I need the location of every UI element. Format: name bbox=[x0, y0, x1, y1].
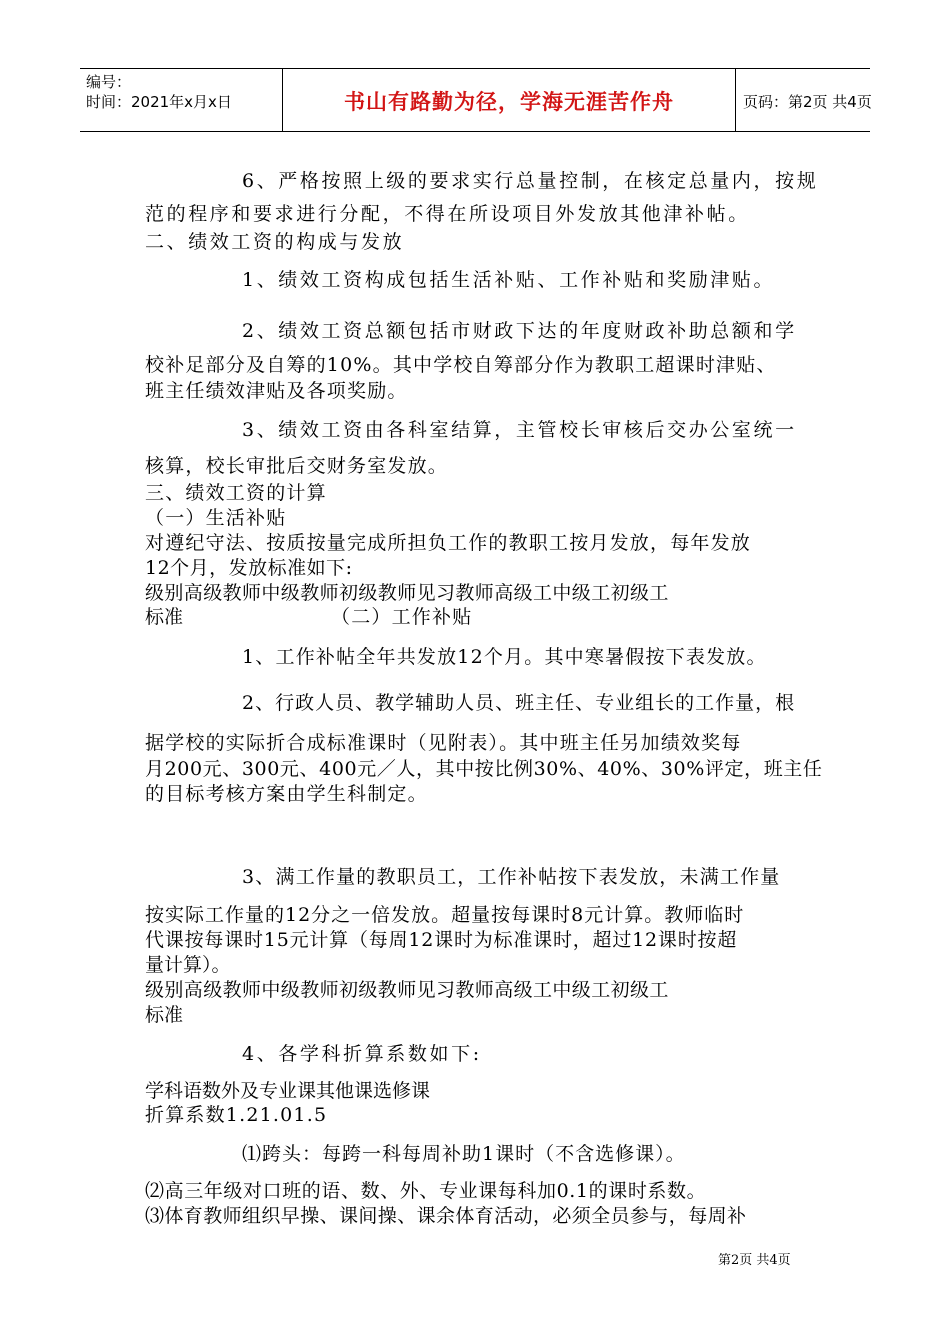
body-line: 6、严格按照上级的要求实行总量控制，在核定总量内，按规 bbox=[242, 170, 819, 192]
table-row-values: 折算系数1.21.01.5 bbox=[145, 1104, 328, 1126]
body-line: 2、绩效工资总额包括市财政下达的年度财政补助总额和学 bbox=[242, 320, 797, 342]
list-item: ⑴跨头：每跨一科每周补助1课时（不含选修课）。 bbox=[242, 1143, 686, 1165]
header-meta-cell bbox=[80, 69, 282, 131]
body-line: 对遵纪守法、按质按量完成所担负工作的教职工按月发放，每年发放 bbox=[145, 532, 752, 554]
header-page-cell bbox=[735, 69, 870, 131]
table-row-header: 级别高级教师中级教师初级教师见习教师高级工中级工初级工 bbox=[145, 582, 669, 604]
body-line: 1、绩效工资构成包括生活补贴、工作补贴和奖励津贴。 bbox=[242, 269, 776, 291]
motto: 书山有路勤为径，学海无涯苦作舟 bbox=[344, 90, 674, 114]
subsection-heading: （一）生活补贴 bbox=[145, 507, 287, 529]
body-line: 量计算）。 bbox=[145, 954, 231, 976]
table-row-header: 学科语数外及专业课其他课选修课 bbox=[145, 1080, 431, 1102]
header-motto-cell bbox=[282, 69, 736, 131]
subsection-heading: （二）工作补贴 bbox=[331, 606, 473, 628]
body-line: 校补足部分及自筹的10%。其中学校自筹部分作为教职工超课时津贴、 bbox=[145, 354, 777, 376]
body-line: 12个月，发放标准如下: bbox=[145, 557, 353, 579]
list-item: ⑶体育教师组织早操、课间操、课余体育活动，必须全员参与，每周补 bbox=[145, 1205, 747, 1227]
body-line: 月200元、300元、400元／人，其中按比例30%、40%、30%评定，班主任 bbox=[145, 758, 823, 780]
body-line: 核算，校长审批后交财务室发放。 bbox=[145, 455, 449, 477]
time-label: 时间：2021年x月x日 bbox=[86, 93, 232, 111]
body-line: 3、绩效工资由各科室结算，主管校长审核后交办公室统一 bbox=[242, 419, 797, 441]
body-line: 代课按每课时15元计算（每周12课时为标准课时，超过12课时按超 bbox=[145, 929, 738, 951]
body-line: 4、各学科折算系数如下: bbox=[242, 1043, 482, 1065]
body-line: 2、行政人员、教学辅助人员、班主任、专业组长的工作量，根 bbox=[242, 692, 796, 714]
body-line: 1、工作补帖全年共发放12个月。其中寒暑假按下表发放。 bbox=[242, 646, 767, 668]
table-row-header: 级别高级教师中级教师初级教师见习教师高级工中级工初级工 bbox=[145, 979, 669, 1001]
serial-label: 编号： bbox=[86, 73, 132, 91]
body-line: 据学校的实际折合成标准课时（见附表）。其中班主任另加绩效奖每 bbox=[145, 732, 742, 754]
body-line: 范的程序和要求进行分配，不得在所设项目外发放其他津补帖。 bbox=[145, 203, 750, 225]
table-row-label: 标准 bbox=[145, 1004, 184, 1026]
page-header bbox=[80, 68, 870, 132]
section-heading: 三、绩效工资的计算 bbox=[145, 482, 327, 504]
page-label: 页码：第2页 共4页 bbox=[743, 93, 872, 111]
body-line: 的目标考核方案由学生科制定。 bbox=[145, 783, 428, 805]
table-row-label: 标准 bbox=[145, 606, 184, 628]
list-item: ⑵高三年级对口班的语、数、外、专业课每科加0.1的课时系数。 bbox=[145, 1180, 707, 1202]
body-line: 按实际工作量的12分之一倍发放。超量按每课时8元计算。教师临时 bbox=[145, 904, 745, 926]
body-line: 3、满工作量的教职员工，工作补帖按下表发放，未满工作量 bbox=[242, 866, 781, 888]
body-line: 班主任绩效津贴及各项奖励。 bbox=[145, 380, 408, 402]
section-heading: 二、绩效工资的构成与发放 bbox=[145, 231, 405, 253]
page-footer: 第2页 共4页 bbox=[718, 1253, 791, 1268]
